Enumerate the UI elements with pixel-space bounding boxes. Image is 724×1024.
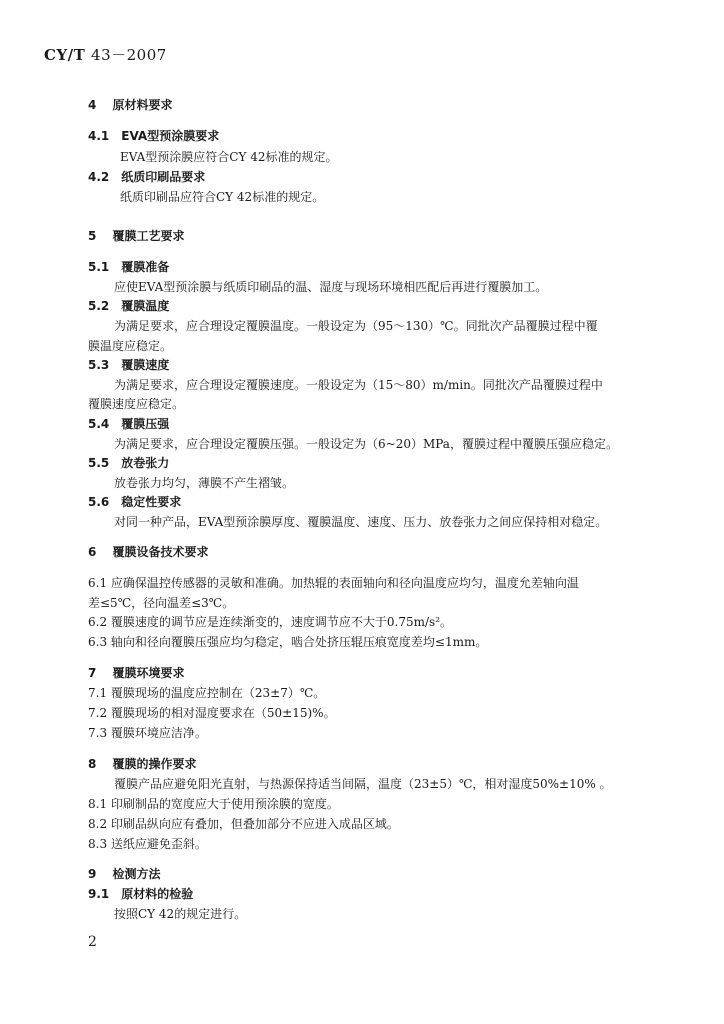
standard-code: CY/T <box>44 46 86 64</box>
clause-item: 8.3 送纸应避免歪斜。 <box>88 837 207 851</box>
paragraph: 膜温度应稳定。 <box>88 339 173 353</box>
paragraph: 应使EVA型预涂膜与纸质印刷品的温、湿度与现场环境相匹配后再进行覆膜加工。 <box>114 280 548 294</box>
paragraph: 覆膜产品应避免阳光直射，与热源保持适当间隔，温度（23±5）℃，相对湿度50%±10% 。 <box>114 777 612 791</box>
paragraph: EVA型预涂膜应符合CY 42标准的规定。 <box>120 150 338 164</box>
subsection-heading: 5.3 覆膜速度 <box>88 358 170 372</box>
section-heading: 5 覆膜工艺要求 <box>88 229 185 243</box>
document-header <box>44 44 167 65</box>
subsection-heading: 5.6 稳定性要求 <box>88 495 182 509</box>
subsection-heading: 5.2 覆膜温度 <box>88 299 170 313</box>
subsection-heading: 4.2 纸质印刷品要求 <box>88 170 206 184</box>
paragraph: 放卷张力均匀，薄膜不产生褶皱。 <box>114 476 295 490</box>
section-heading: 7 覆膜环境要求 <box>88 666 185 680</box>
subsection-heading: 5.1 覆膜准备 <box>88 260 170 274</box>
paragraph: 为满足要求，应合理设定覆膜压强。一般设定为（6~20）MPa，覆膜过程中覆膜压强应稳定。 <box>114 437 618 451</box>
page-number: 2 <box>88 934 97 950</box>
clause-item: 8.2 印刷品纵向应有叠加，但叠加部分不应进入成品区域。 <box>88 817 399 831</box>
paragraph: 为满足要求，应合理设定覆膜速度。一般设定为（15～80）m/min。同批次产品覆膜过程中 <box>114 378 603 392</box>
clause-item: 差≤5℃，径向温差≤3℃。 <box>88 596 235 610</box>
paragraph: 按照CY 42的规定进行。 <box>114 907 247 921</box>
section-heading: 9 检测方法 <box>88 867 161 881</box>
paragraph: 为满足要求，应合理设定覆膜温度。一般设定为（95～130）℃。同批次产品覆膜过程中覆 <box>114 319 598 333</box>
section-heading: 8 覆膜的操作要求 <box>88 757 197 771</box>
paragraph: 覆膜速度应稳定。 <box>88 397 185 411</box>
clause-item: 7.3 覆膜环境应洁净。 <box>88 726 207 740</box>
section-heading: 4 原材料要求 <box>88 98 173 112</box>
standard-number: 43－2007 <box>91 46 167 64</box>
clause-item: 6.3 轴向和径向覆膜压强应均匀稳定，啮合处挤压辊压痕宽度差均≤1mm。 <box>88 635 488 649</box>
section-heading: 6 覆膜设备技术要求 <box>88 545 209 559</box>
subsection-heading: 5.4 覆膜压强 <box>88 417 170 431</box>
clause-item: 8.1 印刷制品的宽度应大于使用预涂膜的宽度。 <box>88 797 339 811</box>
paragraph: 纸质印刷品应符合CY 42标准的规定。 <box>120 190 325 204</box>
subsection-heading: 5.5 放卷张力 <box>88 456 170 470</box>
subsection-heading: 9.1 原材料的检验 <box>88 887 194 901</box>
paragraph: 对同一种产品，EVA型预涂膜厚度、覆膜温度、速度、压力、放卷张力之间应保持相对稳定。 <box>114 515 608 529</box>
clause-item: 7.2 覆膜现场的相对湿度要求在（50±15)%。 <box>88 706 336 720</box>
subsection-heading: 4.1 EVA型预涂膜要求 <box>88 129 220 143</box>
clause-item: 7.1 覆膜现场的温度应控制在（23±7）℃。 <box>88 686 326 700</box>
clause-item: 6.2 覆膜速度的调节应是连续渐变的，速度调节应不大于0.75m/s²。 <box>88 615 453 629</box>
clause-item: 6.1 应确保温控传感器的灵敏和准确。加热辊的表面轴向和径向温度应均匀，温度允差轴向温 <box>88 576 579 590</box>
